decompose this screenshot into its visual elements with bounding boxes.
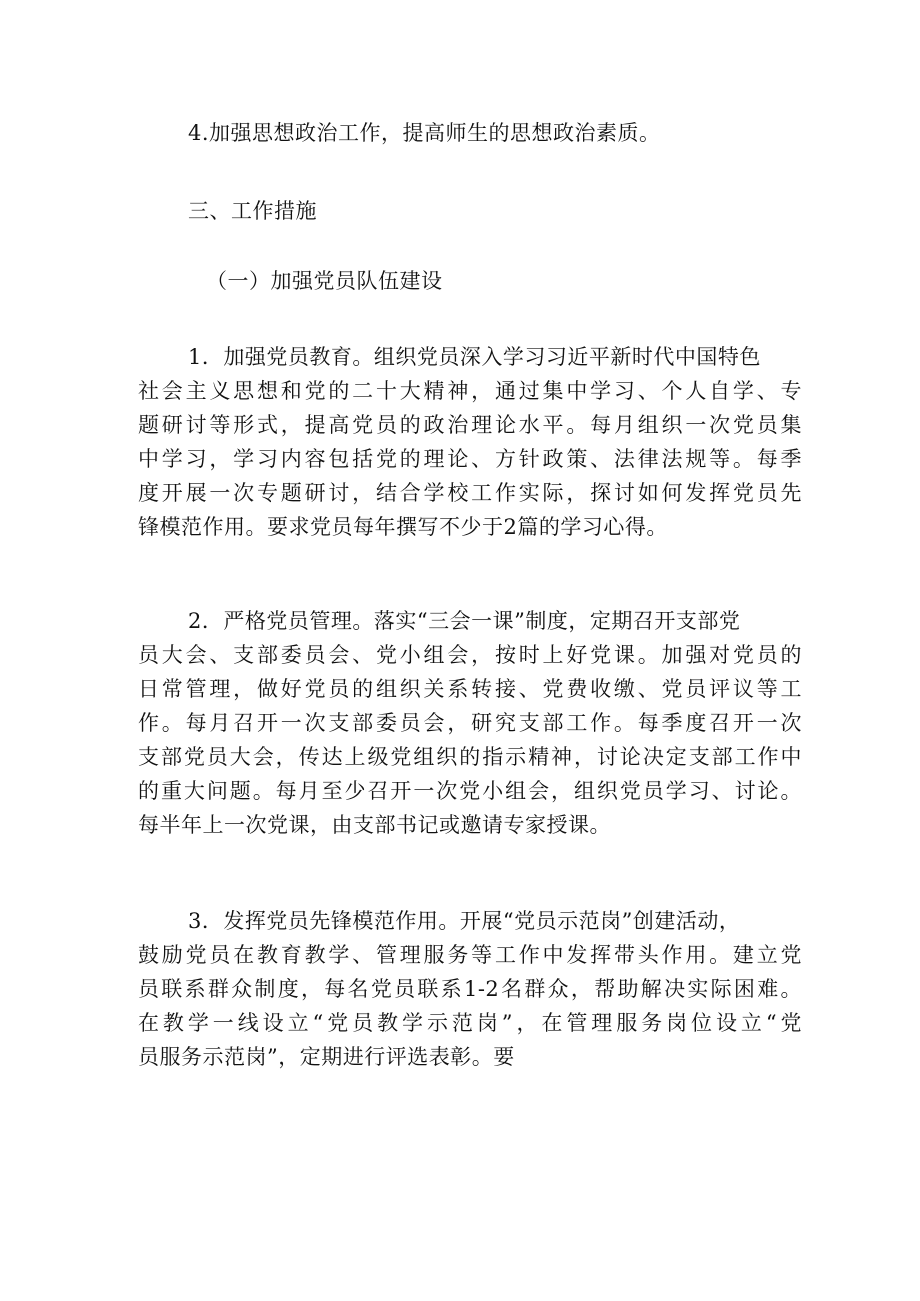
paragraph-2-line: 员大会、支部委员会、党小组会，按时上好党课。加强对党员的: [138, 643, 802, 667]
paragraph-1-line: 度开展一次专题研讨，结合学校工作实际，探讨如何发挥党员先: [138, 481, 802, 505]
paragraph-2-line: 2．严格党员管理。落实“三会一课”制度，定期召开支部党: [188, 609, 741, 633]
paragraph-1-line: 中学习，学习内容包括党的理论、方针政策、法律法规等。每季: [138, 447, 802, 471]
section-heading: 三、工作措施: [188, 199, 317, 223]
paragraph-1-line: 题研讨等形式，提高党员的政治理论水平。每月组织一次党员集: [138, 413, 802, 437]
paragraph-2-line: 作。每月召开一次支部委员会，研究支部工作。每季度召开一次: [138, 711, 802, 735]
paragraph-3-line: 在教学一线设立“党员教学示范岗”，在管理服务岗位设立“党: [138, 1011, 802, 1035]
paragraph-1-line: 1．加强党员教育。组织党员深入学习习近平新时代中国特色: [188, 345, 761, 369]
paragraph-2-line: 支部党员大会，传达上级党组织的指示精神，讨论决定支部工作中: [138, 745, 802, 769]
subsection-heading: （一）加强党员队伍建设: [206, 269, 443, 293]
paragraph-1-line: 社会主义思想和党的二十大精神，通过集中学习、个人自学、专: [138, 379, 802, 403]
paragraph-2-line: 的重大问题。每月至少召开一次党小组会，组织党员学习、讨论。: [138, 779, 802, 803]
paragraph-3-line: 员服务示范岗”，定期进行评选表彰。要: [138, 1045, 515, 1069]
paragraph-3-line: 3．发挥党员先锋模范作用。开展“党员示范岗”创建活动，: [188, 909, 741, 933]
paragraph-1-line: 锋模范作用。要求党员每年撰写不少于2篇的学习心得。: [138, 515, 668, 539]
paragraph-2-line: 日常管理，做好党员的组织关系转接、党费收缴、党员评议等工: [138, 677, 802, 701]
paragraph-3-line: 员联系群众制度，每名党员联系1-2名群众，帮助解决实际困难。: [138, 977, 802, 1001]
list-item-4: 4.加强思想政治工作，提高师生的思想政治素质。: [188, 121, 661, 145]
paragraph-3-line: 鼓励党员在教育教学、管理服务等工作中发挥带头作用。建立党: [138, 943, 802, 967]
paragraph-2-line: 每半年上一次党课，由支部书记或邀请专家授课。: [138, 813, 611, 837]
